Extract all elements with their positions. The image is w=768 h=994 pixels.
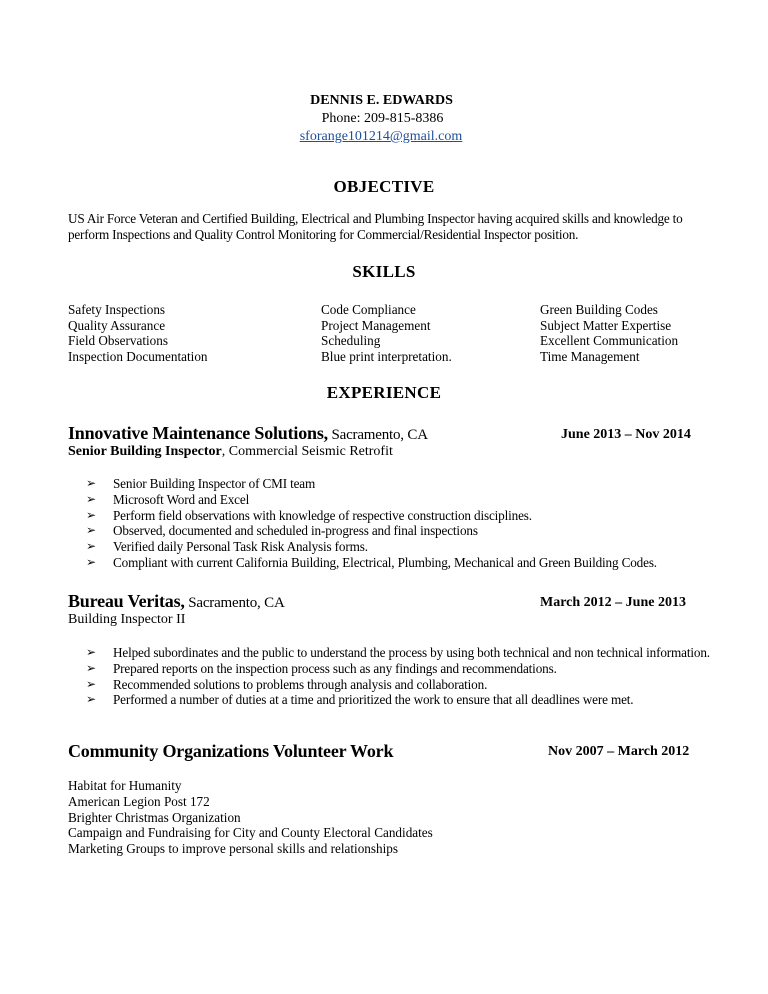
resume-header [0,92,768,146]
company-location: Sacramento, CA [184,595,285,611]
skill-item: Project Management [321,317,431,333]
arrowhead-bullet-icon: ➢ [86,676,96,691]
role-title: Senior Building Inspector [68,444,222,459]
skills-column-2 [321,302,452,364]
list-item: Habitat for Humanity [68,778,182,793]
list-item: ➢ Prepared reports on the inspection process such as any findings and recommendations. [86,660,557,676]
skills-heading: SKILLS [352,262,416,281]
skills-column-1 [68,302,208,364]
objective-heading: OBJECTIVE [333,177,435,196]
objective-text: US Air Force Veteran and Certified Building, Electrical and Plumbing Inspector having acquired skills and knowledge to perform Inspections and Quality Control Monitoring for Commercial/Residential Inspector position. [68,211,683,242]
list-item: ➢ Verified daily Personal Task Risk Analysis forms. [86,539,368,555]
arrowhead-bullet-icon: ➢ [86,523,96,538]
email-link[interactable]: sforange101214@gmail.com [299,129,463,144]
list-item: ➢ Perform field observations with knowledge of respective construction disciplines. [86,507,532,523]
skill-item: Green Building Codes [540,302,658,317]
job-bullets-2 [86,645,726,708]
skill-item: Quality Assurance [68,317,166,333]
list-item: ➢ Recommended solutions to problems through analysis and collaboration. [86,676,488,692]
list-item: ➢ Microsoft Word and Excel [86,491,250,507]
arrowhead-bullet-icon: ➢ [86,554,96,569]
list-item: ➢ Observed, documented and scheduled in-progress and final inspections [86,523,478,539]
skill-item: Scheduling [321,333,381,348]
job-bullets-1 [86,476,726,571]
list-item: ➢ Performed a number of duties at a time and prioritized the work to ensure that all deadlines were met. [86,692,634,708]
job-dates-1: June 2013 – Nov 2014 [561,427,691,442]
job-dates-3: Nov 2007 – March 2012 [548,744,690,759]
skill-item: Blue print interpretation. [321,348,452,364]
arrowhead-bullet-icon: ➢ [86,645,96,659]
skill-item: Inspection Documentation [68,348,208,364]
list-item: ➢ Helped subordinates and the public to understand the process by using both technical and non technical information. [86,645,710,660]
arrowhead-bullet-icon: ➢ [86,539,96,554]
job-role-2: Building Inspector II [68,612,186,627]
skill-item: Code Compliance [321,302,416,317]
arrowhead-bullet-icon: ➢ [86,507,96,522]
skill-item: Subject Matter Expertise [540,317,672,333]
skills-column-3 [540,302,678,364]
volunteer-list [68,778,433,857]
list-item: ➢ Compliant with current California Building, Electrical, Plumbing, Mechanical and Green Building Codes. [86,554,657,570]
job-company-2 [68,591,285,612]
job-dates-2: March 2012 – June 2013 [540,595,686,610]
arrowhead-bullet-icon: ➢ [86,476,96,490]
company-name: Innovative Maintenance Solutions, [68,423,328,443]
arrowhead-bullet-icon: ➢ [86,692,96,707]
company-location: Sacramento, CA [327,427,428,443]
company-name: Bureau Veritas, [68,591,185,611]
list-item: Campaign and Fundraising for City and County Electoral Candidates [68,825,433,841]
list-item: Marketing Groups to improve personal skills and relationships [68,841,399,857]
list-item: ➢ Senior Building Inspector of CMI team [86,476,316,491]
arrowhead-bullet-icon: ➢ [86,660,96,675]
role-detail: , Commercial Seismic Retrofit [221,444,393,459]
arrowhead-bullet-icon: ➢ [86,491,96,506]
phone-number: Phone: 209-815-8386 [321,111,444,126]
list-item: American Legion Post 172 [68,793,210,809]
job-role-1 [68,444,393,460]
job-company-3: Community Organizations Volunteer Work [68,741,394,761]
job-company-1 [68,423,428,444]
skill-item: Field Observations [68,333,168,348]
skill-item: Safety Inspections [68,302,166,317]
experience-heading: EXPERIENCE [326,383,442,402]
skill-item: Time Management [540,348,640,364]
candidate-name: DENNIS E. EDWARDS [310,93,453,108]
skill-item: Excellent Communication [540,333,679,348]
list-item: Brighter Christmas Organization [68,809,241,825]
